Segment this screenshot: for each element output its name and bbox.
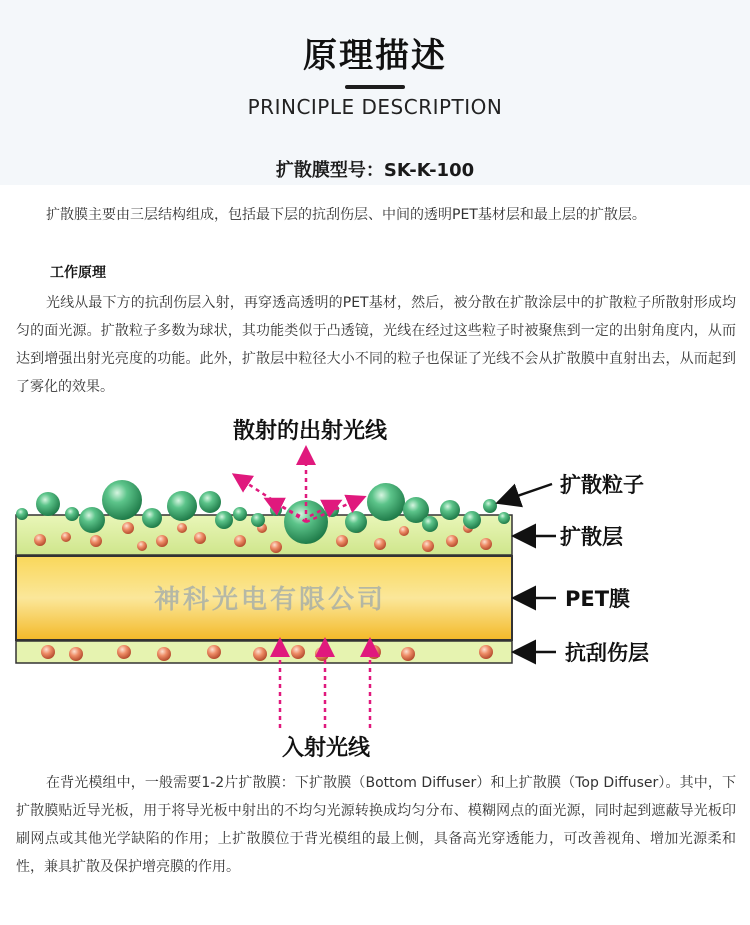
particles-label: 扩散粒子 <box>560 473 644 497</box>
page-subtitle: PRINCIPLE DESCRIPTION <box>247 95 503 119</box>
incident-light-label: 入射光线 <box>281 736 371 761</box>
working-principle-heading: 工作原理 <box>50 265 106 281</box>
application-text: 在背光模组中，一般需要1-2片扩散膜：下扩散膜（Bottom Diffuser）和上扩散膜（Top Diffuser）。其中，下扩散膜贴近导光板，用于将导光板中射出的不均匀光源转换成均匀分布、模糊网点的面光源，同时起到遮蔽导光板印刷网点或其他光学缺陷的作用；上扩散膜位于背光模组的最上侧，具备高光穿透能力，可改善视角、增加光源柔和性，兼具扩散及保护增亮膜的作用。 <box>16 775 736 875</box>
page-title: 原理描述 <box>303 36 447 76</box>
diffuser-structure-diagram <box>0 410 750 765</box>
diffusion-layer-label: 扩散层 <box>560 525 623 549</box>
scratch-layer-label: 抗刮伤层 <box>565 641 649 665</box>
scattered-light-label: 散射的出射光线 <box>232 419 388 444</box>
model-number: 扩散膜型号：SK-K-100 <box>275 160 475 181</box>
pet-layer-label: PET膜 <box>565 587 631 611</box>
company-watermark: 神科光电有限公司 <box>153 585 387 615</box>
intro-text: 扩散膜主要由三层结构组成，包括最下层的抗刮伤层、中间的透明PET基材层和最上层的扩散层。 <box>46 207 646 223</box>
working-principle-text: 光线从最下方的抗刮伤层入射，再穿透高透明的PET基材，然后，被分散在扩散涂层中的扩散粒子所散射形成均匀的面光源。扩散粒子多数为球状，其功能类似于凸透镜，光线在经过这些粒子时被聚焦到一定的出射角度内，从而达到增强出射光亮度的功能。此外，扩散层中粒径大小不同的粒子也保证了光线不会从扩散膜中直射出去，从而起到了雾化的效果。 <box>16 295 736 395</box>
title-divider <box>345 85 405 89</box>
